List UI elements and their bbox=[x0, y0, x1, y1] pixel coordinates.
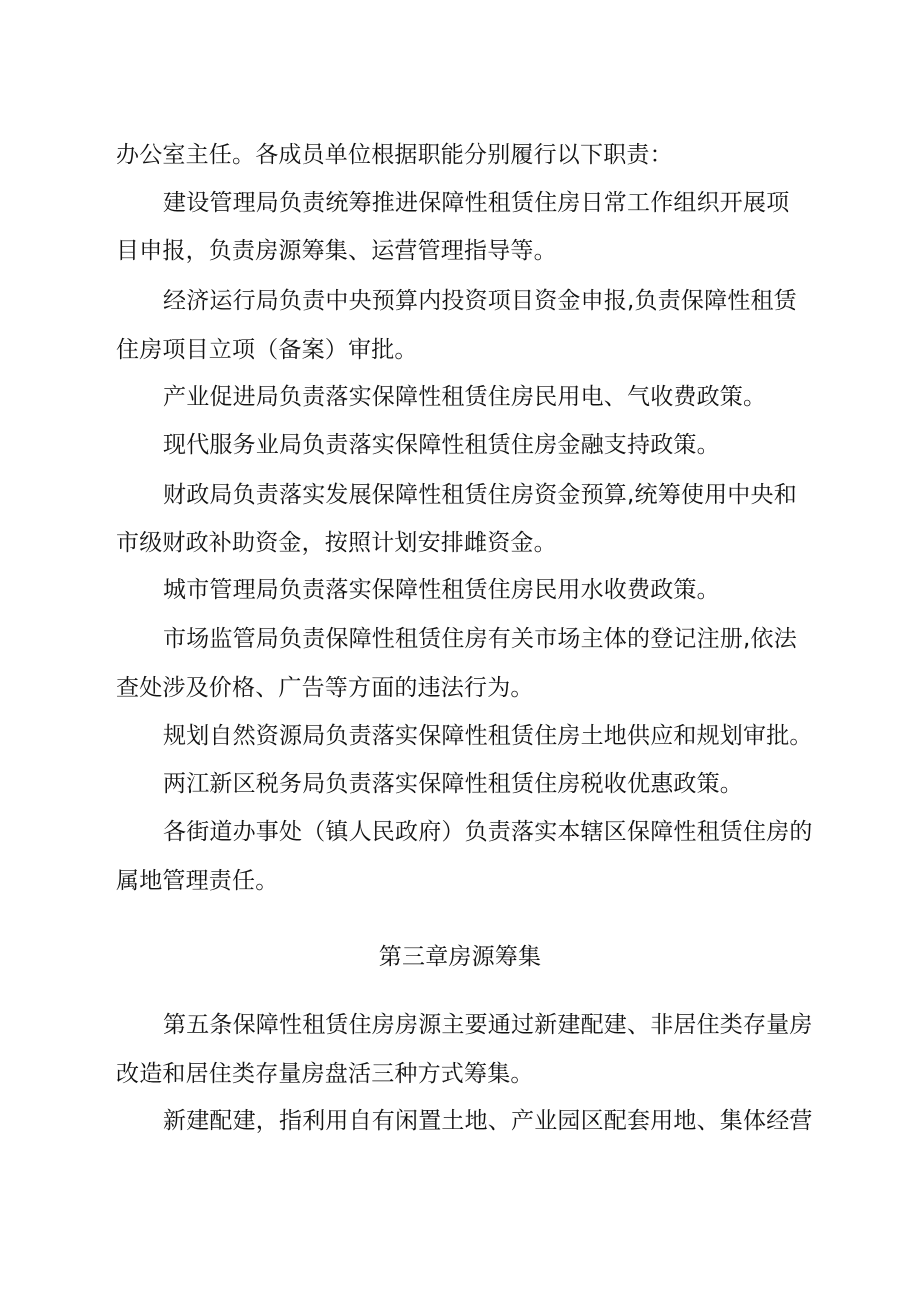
text-line: 规划自然资源局负责落实保障性租赁住房土地供应和规划审批。 bbox=[163, 723, 813, 749]
text-line: 各街道办事处（镇人民政府）负责落实本辖区保障性租赁住房的 bbox=[163, 819, 813, 845]
text-line: 目申报，负责房源筹集、运营管理指导等。 bbox=[116, 238, 557, 264]
text-line: 新建配建，指利用自有闲置土地、产业园区配套用地、集体经营 bbox=[163, 1108, 813, 1134]
text-line: 住房项目立项（备案）审批。 bbox=[116, 337, 418, 363]
text-line: 查处涉及价格、广告等方面的违法行为。 bbox=[116, 675, 534, 701]
chapter-heading: 第三章房源筹集 bbox=[378, 944, 542, 970]
text-line: 改造和居住类存量房盘活三种方式筹集。 bbox=[116, 1061, 534, 1087]
text-line: 第五条保障性租赁住房房源主要通过新建配建、非居住类存量房 bbox=[163, 1012, 813, 1038]
text-line: 城市管理局负责落实保障性租赁住房民用水收费政策。 bbox=[163, 577, 720, 603]
text-line: 市场监管局负责保障性租赁住房有关市场主体的登记注册,依法 bbox=[163, 626, 797, 652]
text-line: 财政局负责落实发展保障性租赁住房资金预算,统筹使用中央和 bbox=[163, 482, 797, 508]
text-line: 经济运行局负责中央预算内投资项目资金申报,负责保障性租赁 bbox=[163, 288, 797, 314]
text-line: 办公室主任。各成员单位根据职能分别履行以下职责： bbox=[116, 142, 673, 168]
text-line: 市级财政补助资金，按照计划安排雌资金。 bbox=[116, 530, 557, 556]
text-line: 产业促进局负责落实保障性租赁住房民用电、气收费政策。 bbox=[163, 384, 767, 410]
text-line: 两江新区税务局负责落实保障性租赁住房税收优惠政策。 bbox=[163, 771, 743, 797]
text-line: 建设管理局负责统筹推进保障性租赁住房日常工作组织开展项 bbox=[163, 190, 790, 216]
text-line: 现代服务业局负责落实保障性租赁住房金融支持政策。 bbox=[163, 432, 720, 458]
text-line: 属地管理责任。 bbox=[116, 868, 279, 894]
